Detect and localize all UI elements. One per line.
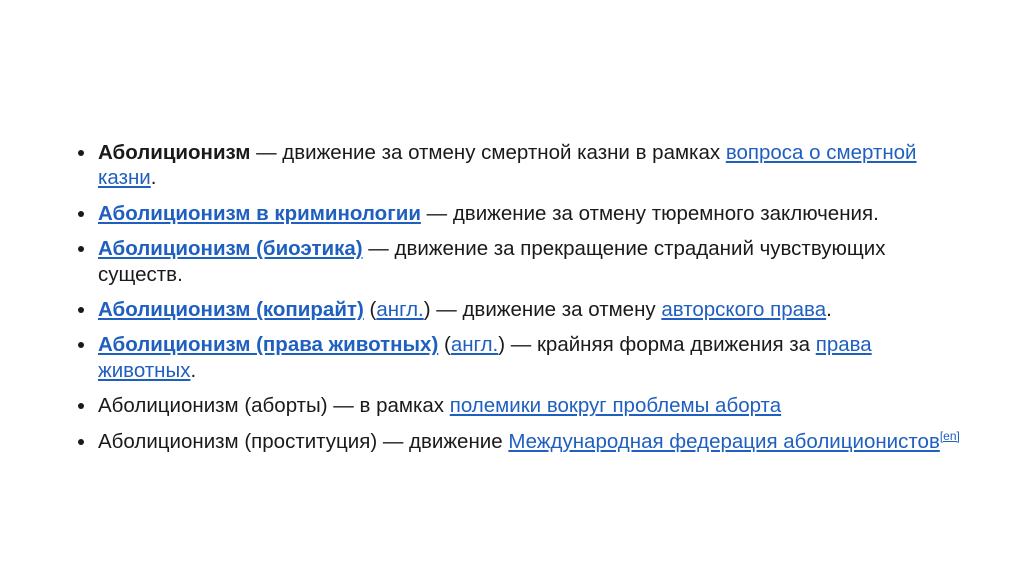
- reference-marker[interactable]: [en]: [939, 428, 960, 443]
- link-abolitionism-animal-rights[interactable]: права животных: [98, 333, 872, 382]
- link-abolitionism-death-penalty[interactable]: вопроса о смертной казни: [98, 141, 917, 190]
- list-item: [70, 429, 960, 454]
- link-abolitionism-criminology[interactable]: Аболиционизм в криминологии: [98, 201, 421, 225]
- list-item: [70, 236, 960, 287]
- link-abolitionism-bioethics[interactable]: Аболиционизм (биоэтика): [98, 237, 363, 261]
- text-fragment: Аболиционизм (проституция) — движение: [98, 429, 509, 453]
- text-fragment: Аболиционизм (аборты) — в рамках: [98, 394, 450, 418]
- text-fragment: .: [826, 298, 832, 322]
- list-item: [70, 140, 960, 191]
- text-fragment: .: [190, 358, 197, 382]
- text-fragment: .: [150, 166, 157, 190]
- link-abolitionism-animal-rights[interactable]: англ.: [450, 333, 499, 357]
- list-item: [70, 393, 960, 418]
- text-fragment: (: [438, 333, 451, 357]
- text-fragment: — движение за прекращение страданий чувствующих существ.: [98, 237, 886, 286]
- text-fragment: ) — крайняя форма движения за: [498, 333, 816, 357]
- list-item: [70, 332, 960, 383]
- text-fragment: ) — движение за отмену: [423, 298, 662, 322]
- link-abolitionism-copyright[interactable]: англ.: [376, 298, 424, 322]
- disambiguation-list: [70, 140, 960, 454]
- text-fragment: — движение за отмену тюремного заключения.: [420, 201, 879, 225]
- link-abolitionism-copyright[interactable]: Аболиционизм (копирайт): [98, 298, 364, 322]
- link-abolitionism-abortion[interactable]: полемики вокруг проблемы аборта: [449, 394, 782, 418]
- text-fragment: (: [363, 298, 377, 322]
- list-item: [70, 297, 960, 322]
- term-label: Аболиционизм: [98, 141, 251, 164]
- link-abolitionism-copyright[interactable]: авторского права: [661, 298, 827, 322]
- list-item: [70, 201, 960, 226]
- text-fragment: — движение за отмену смертной казни в рамках: [250, 141, 726, 164]
- disambiguation-content: [70, 140, 960, 464]
- link-abolitionism-animal-rights[interactable]: Аболиционизм (права животных): [98, 333, 439, 357]
- link-abolitionism-prostitution[interactable]: Международная федерация аболиционистов: [508, 429, 940, 453]
